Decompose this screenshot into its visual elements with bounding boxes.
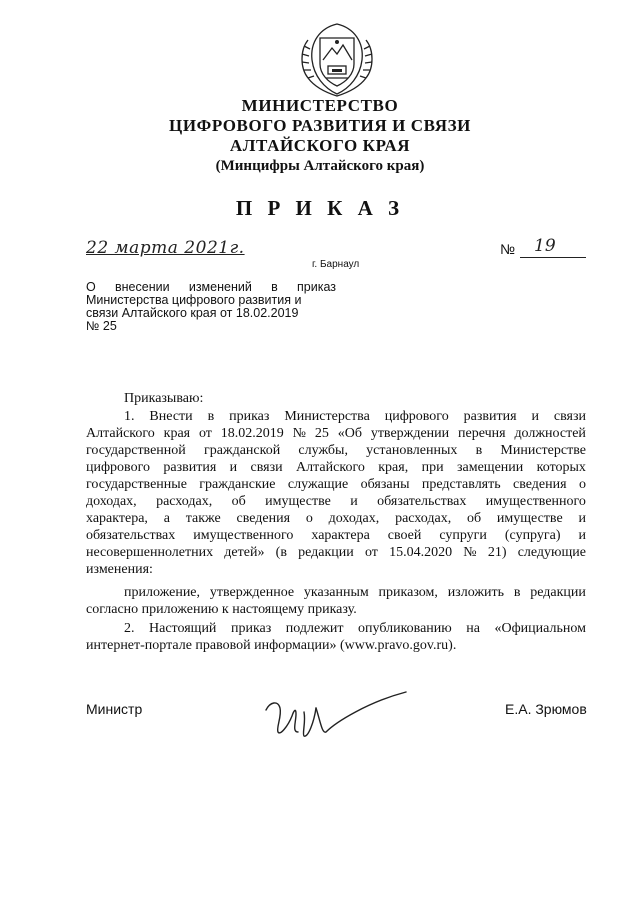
word: утверждении bbox=[370, 426, 450, 441]
word: № bbox=[292, 426, 306, 441]
subject-word: изменений bbox=[188, 280, 252, 294]
word: 21) bbox=[487, 545, 507, 560]
body-line bbox=[86, 425, 586, 442]
subject-word: в bbox=[271, 280, 278, 294]
word: сведения bbox=[513, 477, 567, 492]
word: которых bbox=[536, 460, 586, 475]
word: о bbox=[305, 511, 313, 526]
word: детей» bbox=[224, 545, 265, 560]
word: доходах, bbox=[86, 494, 137, 509]
word: Настоящий bbox=[149, 621, 217, 636]
doc-number-label: № bbox=[500, 241, 516, 257]
word: обязаны bbox=[360, 477, 410, 492]
word: и bbox=[531, 409, 539, 424]
word: имущественного bbox=[485, 494, 586, 509]
word: следующие bbox=[517, 545, 586, 560]
body-line bbox=[86, 459, 586, 476]
org-name-line3: АЛТАЙСКОГО КРАЯ bbox=[229, 136, 411, 155]
word: об bbox=[467, 511, 482, 526]
org-short-name: (Минцифры Алтайского края) bbox=[215, 158, 425, 174]
word: на bbox=[466, 621, 480, 636]
subject-line3: связи Алтайского края от 18.02.2019 bbox=[86, 306, 299, 320]
word: Внести bbox=[149, 409, 193, 424]
order-word: Приказываю: bbox=[124, 391, 204, 406]
word: опубликованию bbox=[358, 621, 452, 636]
body-line bbox=[86, 408, 586, 425]
word: и bbox=[578, 511, 586, 526]
word: «Об bbox=[337, 426, 362, 441]
body-line bbox=[86, 620, 586, 637]
body-line bbox=[86, 476, 586, 493]
word: перечня bbox=[458, 426, 506, 441]
word: приложение, bbox=[124, 585, 201, 600]
word: № bbox=[463, 545, 477, 560]
subject-word: внесении bbox=[115, 280, 170, 294]
body-line bbox=[86, 510, 586, 527]
word: также bbox=[185, 511, 221, 526]
word: (в bbox=[275, 545, 287, 560]
word: установленных bbox=[366, 443, 458, 458]
word: государственные bbox=[86, 477, 187, 492]
order-item-2 bbox=[86, 620, 586, 654]
word: об bbox=[231, 494, 246, 509]
doc-number-underline bbox=[520, 257, 586, 258]
word: обязательствах bbox=[86, 528, 176, 543]
word: гражданские bbox=[199, 477, 276, 492]
org-name-line1: МИНИСТЕРСТВО bbox=[241, 96, 399, 115]
word: от bbox=[364, 545, 378, 560]
body-line bbox=[86, 544, 586, 561]
word: цифрового bbox=[86, 460, 150, 475]
word: гражданской bbox=[203, 443, 281, 458]
word: о bbox=[578, 477, 586, 492]
word: редакции bbox=[298, 545, 354, 560]
word: приказом, bbox=[378, 585, 438, 600]
word: обязательствах bbox=[377, 494, 467, 509]
word: связи bbox=[250, 460, 283, 475]
body-line bbox=[86, 493, 586, 510]
signatory-title: Министр bbox=[86, 701, 143, 717]
word: и bbox=[350, 494, 358, 509]
subject-word: приказ bbox=[297, 280, 336, 294]
word: 18.02.2019 bbox=[220, 426, 284, 441]
word: (супруга) bbox=[504, 528, 561, 543]
word: имуществе bbox=[265, 494, 331, 509]
word: имущественного bbox=[193, 528, 294, 543]
coat-of-arms-icon bbox=[292, 20, 382, 98]
word: и bbox=[578, 528, 586, 543]
word: сведения bbox=[236, 511, 291, 526]
word: Министерстве bbox=[500, 443, 586, 458]
word: «Официальном bbox=[494, 621, 586, 636]
word: и bbox=[229, 460, 238, 475]
word: 2. bbox=[124, 621, 135, 636]
doc-type-title: П Р И К А З bbox=[235, 196, 405, 220]
signatory-name: Е.А. Зрюмов bbox=[505, 701, 587, 717]
word: в bbox=[513, 585, 521, 600]
word: характера, bbox=[86, 511, 148, 526]
subject-word: О bbox=[86, 280, 96, 294]
order-item-1-text bbox=[86, 584, 586, 618]
doc-subject bbox=[86, 281, 336, 333]
word: службы, bbox=[298, 443, 348, 458]
word: служащие bbox=[287, 477, 349, 492]
word: характера bbox=[311, 528, 370, 543]
word: развития bbox=[163, 460, 217, 475]
word: представлять bbox=[421, 477, 501, 492]
word: имуществе bbox=[496, 511, 563, 526]
word: 1. bbox=[124, 409, 135, 424]
word: доходах, bbox=[328, 511, 380, 526]
body-line bbox=[86, 527, 586, 544]
word: супруги bbox=[439, 528, 487, 543]
body-line: согласно приложению к настоящему приказу. bbox=[86, 602, 357, 617]
word: замещении bbox=[456, 460, 524, 475]
subject-line4: № 25 bbox=[86, 319, 117, 333]
word: утвержденное bbox=[209, 585, 295, 600]
word: Алтайского bbox=[296, 460, 365, 475]
word: связи bbox=[553, 409, 586, 424]
subject-line2: Министерства цифрового развития и bbox=[86, 293, 302, 307]
word: должностей bbox=[514, 426, 586, 441]
word: края bbox=[163, 426, 191, 441]
word: края, bbox=[378, 460, 409, 475]
word: при bbox=[421, 460, 444, 475]
word: в bbox=[207, 409, 215, 424]
body-line: интернет-портале правовой информации» (www.pravo.gov.ru). bbox=[86, 638, 457, 653]
word: в bbox=[475, 443, 483, 458]
doc-number: 19 bbox=[534, 236, 556, 256]
word: расходах, bbox=[395, 511, 452, 526]
word: цифрового bbox=[384, 409, 449, 424]
body-line: изменения: bbox=[86, 562, 153, 577]
word: подлежит bbox=[285, 621, 344, 636]
word: редакции bbox=[530, 585, 586, 600]
word: приказ bbox=[229, 409, 270, 424]
word: Алтайского bbox=[86, 426, 155, 441]
word: Министерства bbox=[284, 409, 370, 424]
word: 25 bbox=[314, 426, 329, 441]
org-name-line2: ЦИФРОВОГО РАЗВИТИЯ И СВЯЗИ bbox=[169, 116, 471, 135]
word: приказ bbox=[230, 621, 272, 636]
doc-date: 22 марта 2021г. bbox=[86, 238, 245, 258]
doc-city: г. Барнаул bbox=[312, 259, 360, 270]
word: указанным bbox=[303, 585, 369, 600]
word: развития bbox=[463, 409, 517, 424]
body-line bbox=[86, 584, 586, 601]
word: несовершеннолетних bbox=[86, 545, 214, 560]
order-item-1 bbox=[86, 408, 586, 578]
word: своей bbox=[387, 528, 422, 543]
word: изложить bbox=[447, 585, 505, 600]
handwritten-signature bbox=[258, 682, 408, 742]
word: 15.04.2020 bbox=[389, 545, 453, 560]
body-line bbox=[86, 442, 586, 459]
word: от bbox=[198, 426, 212, 441]
word: расходах, bbox=[156, 494, 213, 509]
word: государственной bbox=[86, 443, 186, 458]
word: а bbox=[163, 511, 170, 526]
